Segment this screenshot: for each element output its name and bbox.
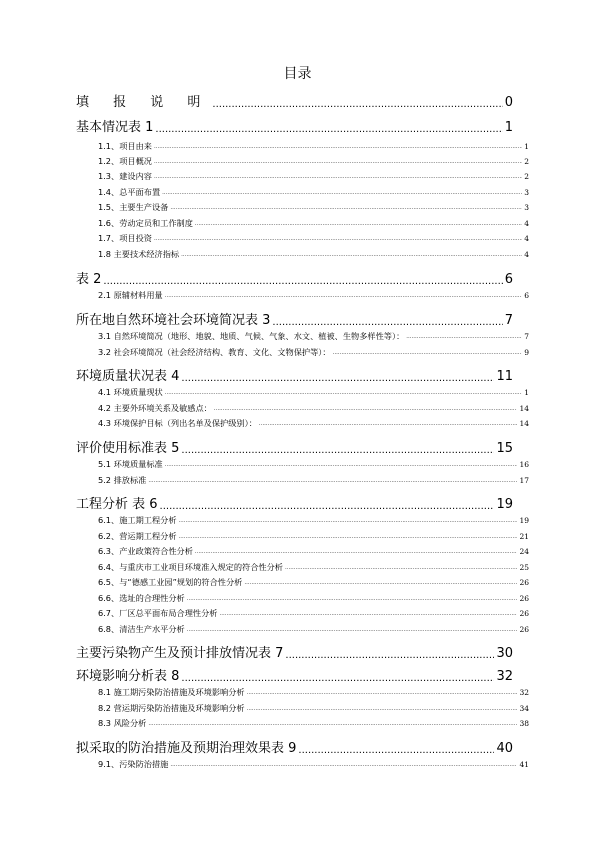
toc-leader-dots [247, 689, 518, 698]
toc-entry-page: 14 [519, 419, 529, 428]
toc-entry-label: 环境质量状况表 4 [76, 369, 180, 384]
toc-section-entry[interactable] [98, 562, 529, 573]
toc-entry-page: 26 [519, 625, 529, 634]
toc-entry-label: 8.1 施工期污染防治措施及环境影响分析 [98, 687, 245, 697]
toc-leader-dots [219, 610, 517, 619]
toc-entry-label: 1.8 主要技术经济指标 [98, 249, 180, 259]
toc-entry-page: 9 [524, 348, 529, 357]
toc-entry-page: 26 [519, 594, 529, 603]
toc-section-entry[interactable] [98, 687, 529, 698]
toc-entry-label: 3.1 自然环境简况（地形、地貌、地质、气候、气象、水文、植被、生物多样性等）： [98, 331, 405, 341]
toc-section-entry[interactable] [98, 515, 529, 526]
toc-entry-label: 6.7、厂区总平面布局合理性分析 [98, 608, 218, 618]
toc-entry-label: 6.2、营运期工程分析 [98, 531, 177, 541]
toc-entry-page: 34 [519, 704, 529, 713]
toc-entry-page: 26 [519, 578, 529, 587]
toc-entry-page: 15 [496, 441, 513, 456]
toc-section-entry[interactable] [98, 331, 529, 342]
toc-leader-dots [298, 744, 494, 757]
toc-leader-dots [103, 275, 502, 288]
toc-entry-page: 32 [519, 688, 529, 697]
toc-entry-page: 2 [524, 157, 529, 166]
toc-leader-dots [244, 579, 517, 588]
toc-section-entry[interactable] [98, 718, 529, 729]
toc-section-entry[interactable] [98, 187, 529, 198]
toc-entry-page: 30 [496, 646, 513, 661]
toc-entry-label: 6.8、清洁生产水平分析 [98, 624, 185, 634]
toc-section-entry[interactable] [98, 156, 529, 167]
toc-leader-dots [154, 158, 522, 167]
toc-entry-page: 7 [524, 332, 529, 341]
toc-entry-page: 1 [524, 142, 529, 151]
toc-entry-page: 1 [504, 120, 513, 135]
toc-chapter-entry[interactable] [76, 369, 513, 385]
toc-leader-dots [160, 500, 495, 513]
toc-entry-page: 25 [519, 563, 529, 572]
toc-leader-dots [259, 420, 518, 429]
toc-entry-label: 1.2、项目概况 [98, 156, 152, 166]
toc-entry-label: 4.2 主要外环境关系及敏感点： [98, 403, 212, 413]
toc-leader-dots [165, 292, 522, 301]
toc-entry-label: 拟采取的防治措施及预期治理效果表 9 [76, 741, 297, 756]
toc-section-entry[interactable] [98, 387, 529, 398]
toc-entry-page: 21 [519, 532, 529, 541]
toc-section-entry[interactable] [98, 290, 529, 301]
toc-entry-label: 1.4、总平面布置 [98, 187, 161, 197]
toc-leader-dots [179, 517, 518, 526]
toc-chapter-entry[interactable] [76, 272, 513, 288]
toc-entry-page: 2 [524, 172, 529, 181]
toc-leader-dots [247, 705, 518, 714]
toc-chapter-entry[interactable] [76, 120, 513, 136]
toc-leader-dots [165, 461, 518, 470]
toc-entry-page: 24 [519, 547, 529, 556]
toc-leader-dots [154, 143, 522, 152]
toc-section-entry[interactable] [98, 531, 529, 542]
toc-section-entry[interactable] [98, 202, 529, 213]
toc-entry-label: 8.2 营运期污染防治措施及环境影响分析 [98, 703, 245, 713]
toc-entry-page: 17 [519, 476, 529, 485]
toc-entry-page: 14 [519, 404, 529, 413]
toc-leader-dots [272, 316, 502, 329]
toc-entry-label: 6.1、施工期工程分析 [98, 515, 177, 525]
toc-entry-page: 4 [524, 219, 529, 228]
toc-entry-label: 表 2 [76, 272, 102, 287]
toc-section-entry[interactable] [98, 577, 529, 588]
toc-entry-page: 41 [519, 760, 529, 769]
toc-section-entry[interactable] [98, 249, 529, 260]
toc-entry-page: 7 [504, 313, 513, 328]
toc-entry-label: 1.3、建设内容 [98, 171, 152, 181]
toc-leader-dots [181, 444, 494, 457]
toc-entry-page: 4 [524, 234, 529, 243]
toc-section-entry[interactable] [98, 593, 529, 604]
toc-leader-dots [406, 333, 522, 342]
toc-leader-dots [181, 251, 522, 260]
toc-entry-label: 1.1、项目由来 [98, 141, 152, 151]
toc-entry-page: 1 [524, 388, 529, 397]
toc-entry-label: 基本情况表 1 [76, 120, 154, 135]
toc-entry-page: 40 [496, 741, 513, 756]
toc-section-entry[interactable] [98, 624, 529, 635]
toc-section-entry[interactable] [98, 141, 529, 152]
toc-section-entry[interactable] [98, 475, 529, 486]
toc-entry-label: 2.1 原辅材料用量 [98, 290, 163, 300]
toc-leader-dots [148, 477, 517, 486]
toc-chapter-entry[interactable] [76, 95, 513, 111]
toc-chapter-entry[interactable] [76, 313, 513, 329]
toc-entry-label: 5.2 排放标准 [98, 475, 147, 485]
toc-section-entry[interactable] [98, 218, 529, 229]
toc-entry-page: 19 [496, 497, 513, 512]
toc-leader-dots [285, 564, 517, 573]
toc-leader-dots [154, 235, 522, 244]
toc-entry-label: 主要污染物产生及预计排放情况表 7 [76, 646, 284, 661]
toc-entry-label: 评价使用标准表 5 [76, 441, 180, 456]
toc-leader-dots [170, 204, 522, 213]
toc-entry-label: 5.1 环境质量标准 [98, 459, 163, 469]
toc-leader-dots [165, 389, 522, 398]
toc-entry-page: 6 [524, 291, 529, 300]
toc-leader-dots [148, 720, 517, 729]
toc-chapter-entry[interactable] [76, 669, 513, 685]
toc-entry-label: 6.4、与重庆市工业项目环境准入规定的符合性分析 [98, 562, 283, 572]
toc-section-entry[interactable] [98, 759, 529, 770]
toc-entry-page: 4 [524, 250, 529, 259]
toc-chapter-entry[interactable] [76, 741, 513, 757]
toc-leader-dots [195, 220, 522, 229]
toc-entry-label: 6.3、产业政策符合性分析 [98, 546, 193, 556]
toc-entry-label: 8.3 风险分析 [98, 718, 147, 728]
toc-entry-page: 3 [524, 188, 529, 197]
toc-leader-dots [187, 595, 518, 604]
toc-leader-dots [333, 349, 523, 358]
toc-entry-label: 1.7、项目投资 [98, 233, 152, 243]
toc-section-entry[interactable] [98, 233, 529, 244]
toc-leader-dots [285, 649, 494, 662]
toc-chapter-entry[interactable] [76, 497, 513, 513]
toc-leader-dots [181, 672, 494, 685]
toc-entry-label: 所在地自然环境社会环境简况表 3 [76, 313, 271, 328]
toc-entry-label: 6.5、与“德感工业园”规划的符合性分析 [98, 577, 243, 587]
toc-entry-page: 0 [504, 95, 513, 110]
page-title: 目录 [283, 66, 312, 82]
toc-section-entry[interactable] [98, 403, 529, 414]
toc-entry-page: 38 [519, 719, 529, 728]
toc-section-entry[interactable] [98, 546, 529, 557]
toc-entry-label: 4.3 环境保护目标（列出名单及保护级别）： [98, 418, 257, 428]
toc-leader-dots [162, 189, 522, 198]
toc-entry-page: 11 [496, 369, 513, 384]
toc-leader-dots [179, 533, 518, 542]
toc-entry-label: 1.6、劳动定员和工作制度 [98, 218, 193, 228]
toc-entry-page: 32 [496, 669, 513, 684]
toc-entry-label: 环境影响分析表 8 [76, 669, 180, 684]
toc-entry-label: 6.6、选址的合理性分析 [98, 593, 185, 603]
toc-section-entry[interactable] [98, 347, 529, 358]
toc-entry-label: 4.1 环境质量现状 [98, 387, 163, 397]
toc-entry-page: 3 [524, 203, 529, 212]
toc-chapter-entry[interactable] [76, 441, 513, 457]
toc-leader-dots [195, 548, 518, 557]
toc-entry-page: 16 [519, 460, 529, 469]
toc-section-entry[interactable] [98, 171, 529, 182]
toc-leader-dots [155, 123, 502, 136]
toc-leader-dots [214, 405, 518, 414]
toc-entry-page: 6 [504, 272, 513, 287]
toc-leader-dots [187, 626, 518, 635]
toc-entry-label: 1.5、主要生产设备 [98, 202, 169, 212]
toc-entry-label: 工程分析 表 6 [76, 497, 158, 512]
toc-leader-dots [212, 98, 502, 111]
toc-section-entry[interactable] [98, 459, 529, 470]
toc-entry-page: 26 [519, 609, 529, 618]
toc-section-entry[interactable] [98, 418, 529, 429]
toc-section-entry[interactable] [98, 703, 529, 714]
toc-section-entry[interactable] [98, 608, 529, 619]
toc-entry-label: 3.2 社会环境简况（社会经济结构、教育、文化、文物保护等）： [98, 347, 331, 357]
toc-leader-dots [181, 372, 494, 385]
toc-entry-label: 填 报 说 明 [76, 95, 211, 110]
toc-leader-dots [154, 173, 522, 182]
toc-chapter-entry[interactable] [76, 646, 513, 662]
toc-leader-dots [170, 761, 517, 770]
toc-entry-page: 19 [519, 516, 529, 525]
toc-entry-label: 9.1、污染防治措施 [98, 759, 169, 769]
